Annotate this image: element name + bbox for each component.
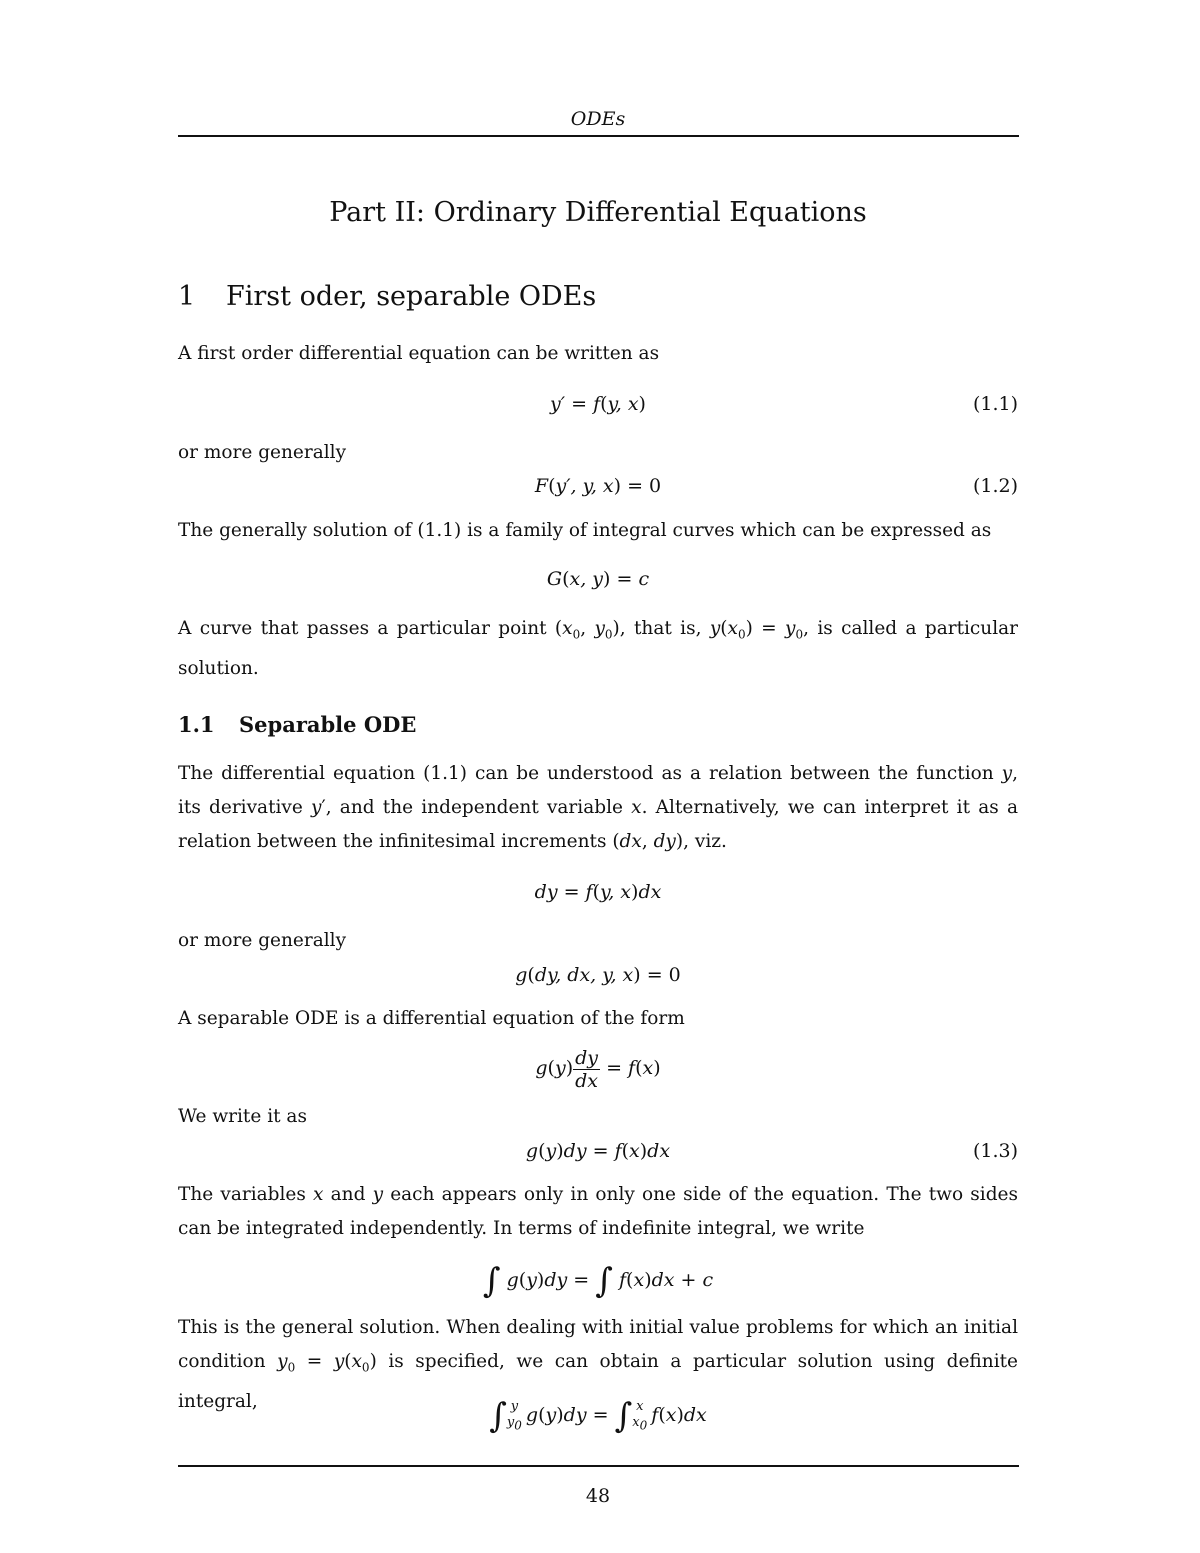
paragraph: or more generally bbox=[178, 930, 347, 951]
integral-sign: ∫ bbox=[595, 1261, 613, 1301]
paragraph: A first order differential equation can be written as bbox=[178, 343, 660, 364]
text-run: This is the general solution. When dealing with initial value problems for which an initial condition bbox=[178, 1317, 1018, 1372]
equation-general-solution: G(x, y) = c bbox=[546, 568, 650, 590]
part-title: Part II: Ordinary Differential Equations bbox=[329, 197, 867, 228]
paragraph: This is the general solution. When dealing with initial value problems for which an initial condition $y_0 = y(x_0)$ is specified, we can obtain a particular solution using definite integral, bbox=[178, 1317, 1018, 1412]
integral-sign: ∫ bbox=[482, 1261, 501, 1301]
text-run: A curve that passes a particular point ( bbox=[178, 618, 563, 639]
equation-number: (1.3) bbox=[972, 1140, 1018, 1162]
subsection-number: 1.1 bbox=[178, 712, 215, 737]
integral-limits: y $y_0$ bbox=[506, 1398, 522, 1433]
equation-separable-form: g(y) $\frac{dy}{dx}$ = f(x) bbox=[535, 1046, 661, 1092]
subsection-heading bbox=[178, 711, 416, 739]
text-run: and bbox=[323, 1184, 373, 1205]
text-run: , and the independent variable bbox=[325, 797, 632, 818]
equation-indefinite-integral: ∫ g(y)dy = ∫ f(x)dx + c bbox=[482, 1261, 714, 1301]
section-title: First oder, separable ODEs bbox=[226, 281, 597, 312]
equation-general-form: g(dy, dx, y, x) = 0 bbox=[515, 964, 681, 986]
section-number: 1 bbox=[178, 281, 196, 312]
paragraph: or more generally bbox=[178, 442, 347, 463]
integral-sign: ∫ bbox=[489, 1396, 507, 1436]
header-rule bbox=[178, 135, 1019, 137]
paragraph: The variables x and y each appears only in only one side of the equation. The two sides can be integrated independently. In terms of indefinite integral, we write bbox=[178, 1184, 1018, 1239]
integral-sign: ∫ bbox=[614, 1396, 633, 1436]
text-run: , its derivative bbox=[178, 763, 1018, 818]
equation-definite-integral: ∫ y $y_0$ g(y)dy = ∫ x $x_0$ f(x)dx bbox=[489, 1396, 707, 1436]
paragraph: The differential equation (1.1) can be understood as a relation between the function y, its derivative y′, and the independent variable x. Alternatively, we can interpret it as a relation between the infinitesimal increments (dx, dy), viz. bbox=[178, 763, 1018, 852]
text-run: . Alternatively, we can interpret it as a relation between the infinitesimal increments ( bbox=[178, 797, 1018, 852]
page-number: 48 bbox=[585, 1485, 611, 1507]
subsection-title: Separable ODE bbox=[239, 712, 417, 737]
equation-1-3: g(y)dy = f(x)dx bbox=[525, 1140, 671, 1162]
text-run: The differential equation (1.1) can be understood as a relation between the function bbox=[178, 763, 1002, 784]
equation-1-2: F(y′, y, x) = 0 bbox=[534, 475, 662, 497]
fraction: $\frac{dy}{dx}$ bbox=[575, 1046, 599, 1092]
equation-1-1: y′ = f(y, x) bbox=[550, 393, 646, 415]
text-run: is specified, we can obtain a particular solution using definite integral, bbox=[178, 1351, 1018, 1412]
paragraph: A separable ODE is a differential equation of the form bbox=[178, 1008, 685, 1029]
equation-differential-form: dy = f(y, x)dx bbox=[534, 881, 662, 903]
footer-rule bbox=[178, 1465, 1019, 1467]
paragraph: The generally solution of (1.1) is a family of integral curves which can be expressed as bbox=[178, 520, 992, 541]
section-heading bbox=[178, 280, 596, 314]
text-run: ), that is, bbox=[612, 618, 710, 639]
paragraph: We write it as bbox=[178, 1106, 307, 1127]
text-run: The variables bbox=[178, 1184, 314, 1205]
equation-number: (1.1) bbox=[972, 393, 1018, 415]
text-run: , is called a particular solution. bbox=[178, 618, 1019, 679]
integral-limits: x $x_0$ bbox=[632, 1398, 648, 1433]
running-header: ODEs bbox=[570, 108, 626, 130]
equation-number: (1.2) bbox=[972, 475, 1018, 497]
text-run: each appears only in only one side of the equation. The two sides can be integrated independently. In terms of indefinite integral, we write bbox=[178, 1184, 1018, 1239]
text-run: ), viz. bbox=[675, 831, 727, 852]
paragraph: A curve that passes a particular point ($x_0$, $y_0$), that is, $y(x_0) = y_0$, is called a particular solution. bbox=[178, 618, 1019, 679]
